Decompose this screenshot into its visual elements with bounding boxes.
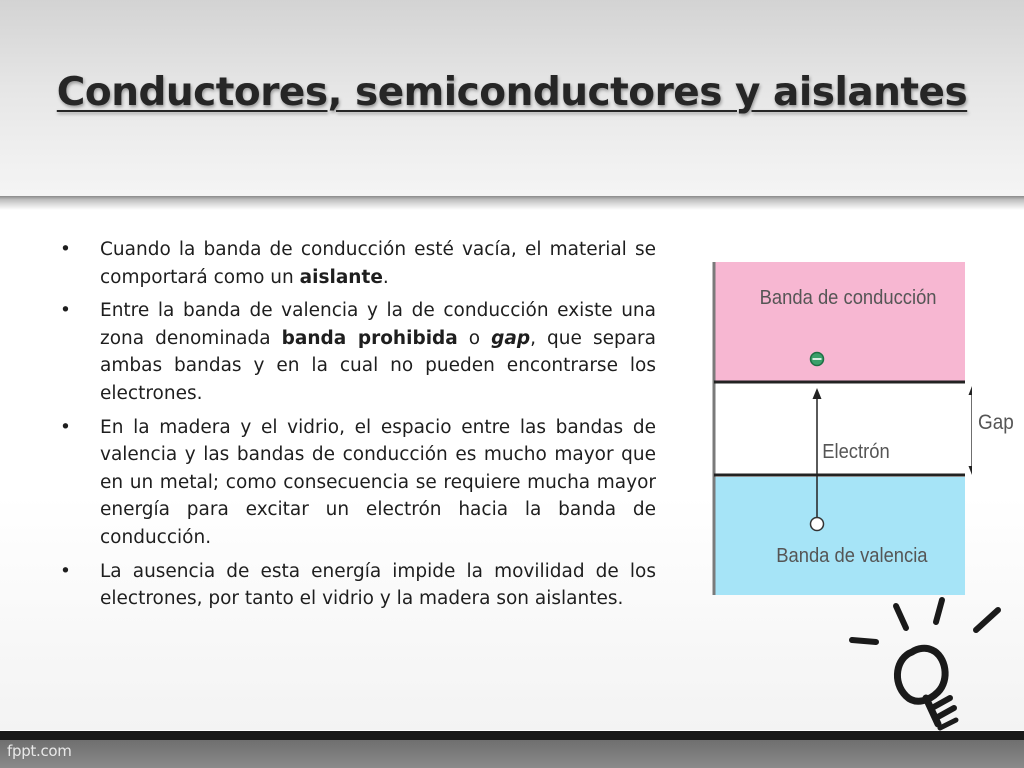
hole-marker: [811, 518, 824, 531]
bullet-marker: •: [60, 300, 71, 322]
conduction-band: [714, 262, 965, 382]
bullet-text: En la madera y el vidrio, el espacio entre las bandas de valencia y las bandas de conducción es mucho mayor que en un metal; como consecuencia se requiere mucha mayor energía para excitar un electrón hacia la banda de conducción.: [100, 416, 656, 548]
bullet-text: o: [457, 327, 492, 349]
bullet-text: Cuando la banda de conducción esté vacía, el material se comportará como un: [100, 239, 656, 288]
lightbulb-icon: [846, 596, 1024, 736]
slide-title: Conductores, semiconductores y aislantes: [56, 70, 968, 115]
valence-band-label: Banda de valencia: [776, 545, 928, 568]
gap-label: Gap: [978, 411, 1014, 434]
bullet-text: .: [382, 266, 389, 288]
bullet-text: gap: [491, 327, 531, 349]
ray-2: [896, 606, 906, 628]
valence-band: [714, 477, 965, 595]
footer-band: [0, 740, 1024, 768]
bullet-text: banda prohibida: [281, 327, 458, 349]
band-diagram: [710, 262, 972, 595]
header-divider: [0, 196, 1024, 210]
ray-3: [936, 600, 942, 622]
bullet-text: Entre la banda de valencia y la de conducción existe una zona denominada: [100, 300, 656, 349]
bullet-item: [58, 297, 656, 407]
bulb-base-2: [936, 708, 954, 718]
bottom-bar: [0, 731, 1024, 740]
ray-4: [976, 610, 998, 630]
bullet-marker: •: [60, 416, 71, 438]
bullet-item: [58, 414, 656, 552]
bullet-item: [58, 236, 656, 291]
bullet-marker: •: [60, 239, 71, 260]
bulb-base-1: [932, 698, 950, 708]
bullet-item: [58, 558, 656, 613]
bullet-marker: •: [60, 560, 71, 582]
bullet-text: , que separa ambas bandas y en la cual no pueden encontrarse los electrones.: [100, 327, 656, 404]
gap-arrow-top: [969, 386, 973, 395]
bullet-list: [58, 236, 656, 619]
bullet-text: La ausencia de esta energía impide la movilidad de los electrones, por tanto el vidrio y la madera son aislantes.: [100, 560, 656, 610]
bulb-outline: [897, 648, 945, 701]
ray-1: [852, 640, 876, 642]
electron-label: Electrón: [822, 441, 890, 464]
bulb-base-3: [940, 720, 956, 728]
footer-brand: fppt.com: [7, 742, 72, 760]
gap-arrow-bottom: [969, 466, 973, 475]
conduction-band-label: Banda de conducción: [759, 287, 937, 310]
bullet-text: aislante: [299, 266, 383, 288]
